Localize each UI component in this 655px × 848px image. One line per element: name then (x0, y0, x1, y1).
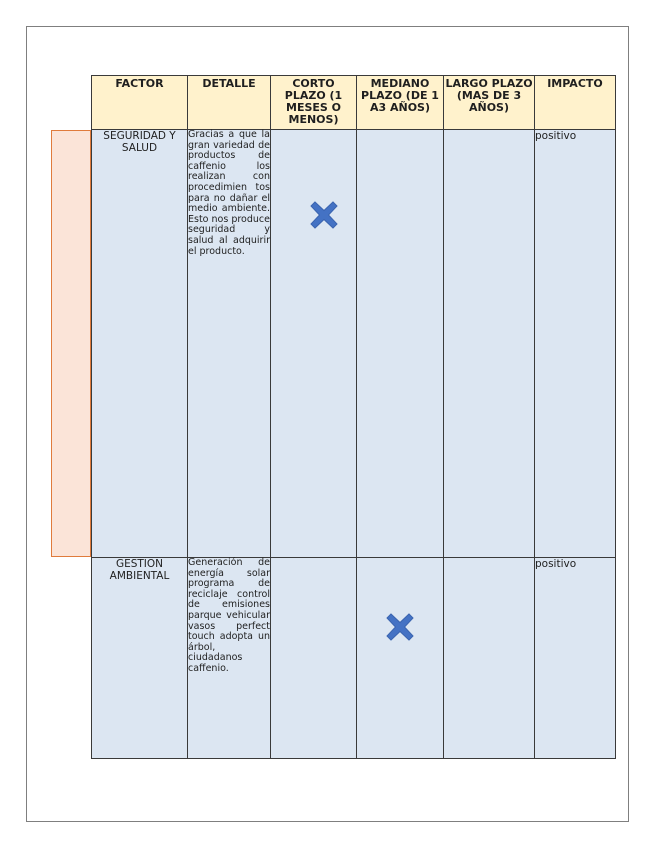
header-largo-plazo: LARGO PLAZO (MAS DE 3 AÑOS) (444, 76, 535, 130)
header-corto-plazo: CORTO PLAZO (1 MESES O MENOS) (271, 76, 357, 130)
factor-cell: SEGURIDAD Y SALUD (92, 130, 188, 558)
mediano-plazo-cell (357, 558, 444, 759)
mediano-plazo-cell (357, 130, 444, 558)
impacto-cell: positivo (535, 558, 616, 759)
impacto-cell: positivo (535, 130, 616, 558)
factor-cell: GESTION AMBIENTAL (92, 558, 188, 759)
header-row (92, 76, 616, 130)
detalle-cell: Generación de energía solar programa de reciclaje control de emisiones parque vehicular vasos perfect touch adopta un árbol, ciudadanos caffenio. (188, 558, 271, 759)
header-factor: FACTOR (92, 76, 188, 130)
impact-matrix-table (91, 75, 616, 759)
corto-plazo-cell (271, 130, 357, 558)
x-mark-icon (384, 611, 416, 643)
header-detalle: DETALLE (188, 76, 271, 130)
detalle-cell: Gracias a que la gran variedad de productos de caffenio los realizan con procedimien tos para no dañar el medio ambiente. Esto nos produce seguridad y salud al adquirir el producto. (188, 130, 271, 558)
largo-plazo-cell (444, 558, 535, 759)
table-row-seguridad (92, 130, 616, 558)
corto-plazo-cell (271, 558, 357, 759)
header-impacto: IMPACTO (535, 76, 616, 130)
table-row-gestion (92, 558, 616, 759)
header-mediano-plazo: MEDIANO PLAZO (DE 1 A3 AÑOS) (357, 76, 444, 130)
side-highlight-shape (51, 130, 91, 557)
largo-plazo-cell (444, 130, 535, 558)
x-mark-icon (308, 199, 340, 231)
